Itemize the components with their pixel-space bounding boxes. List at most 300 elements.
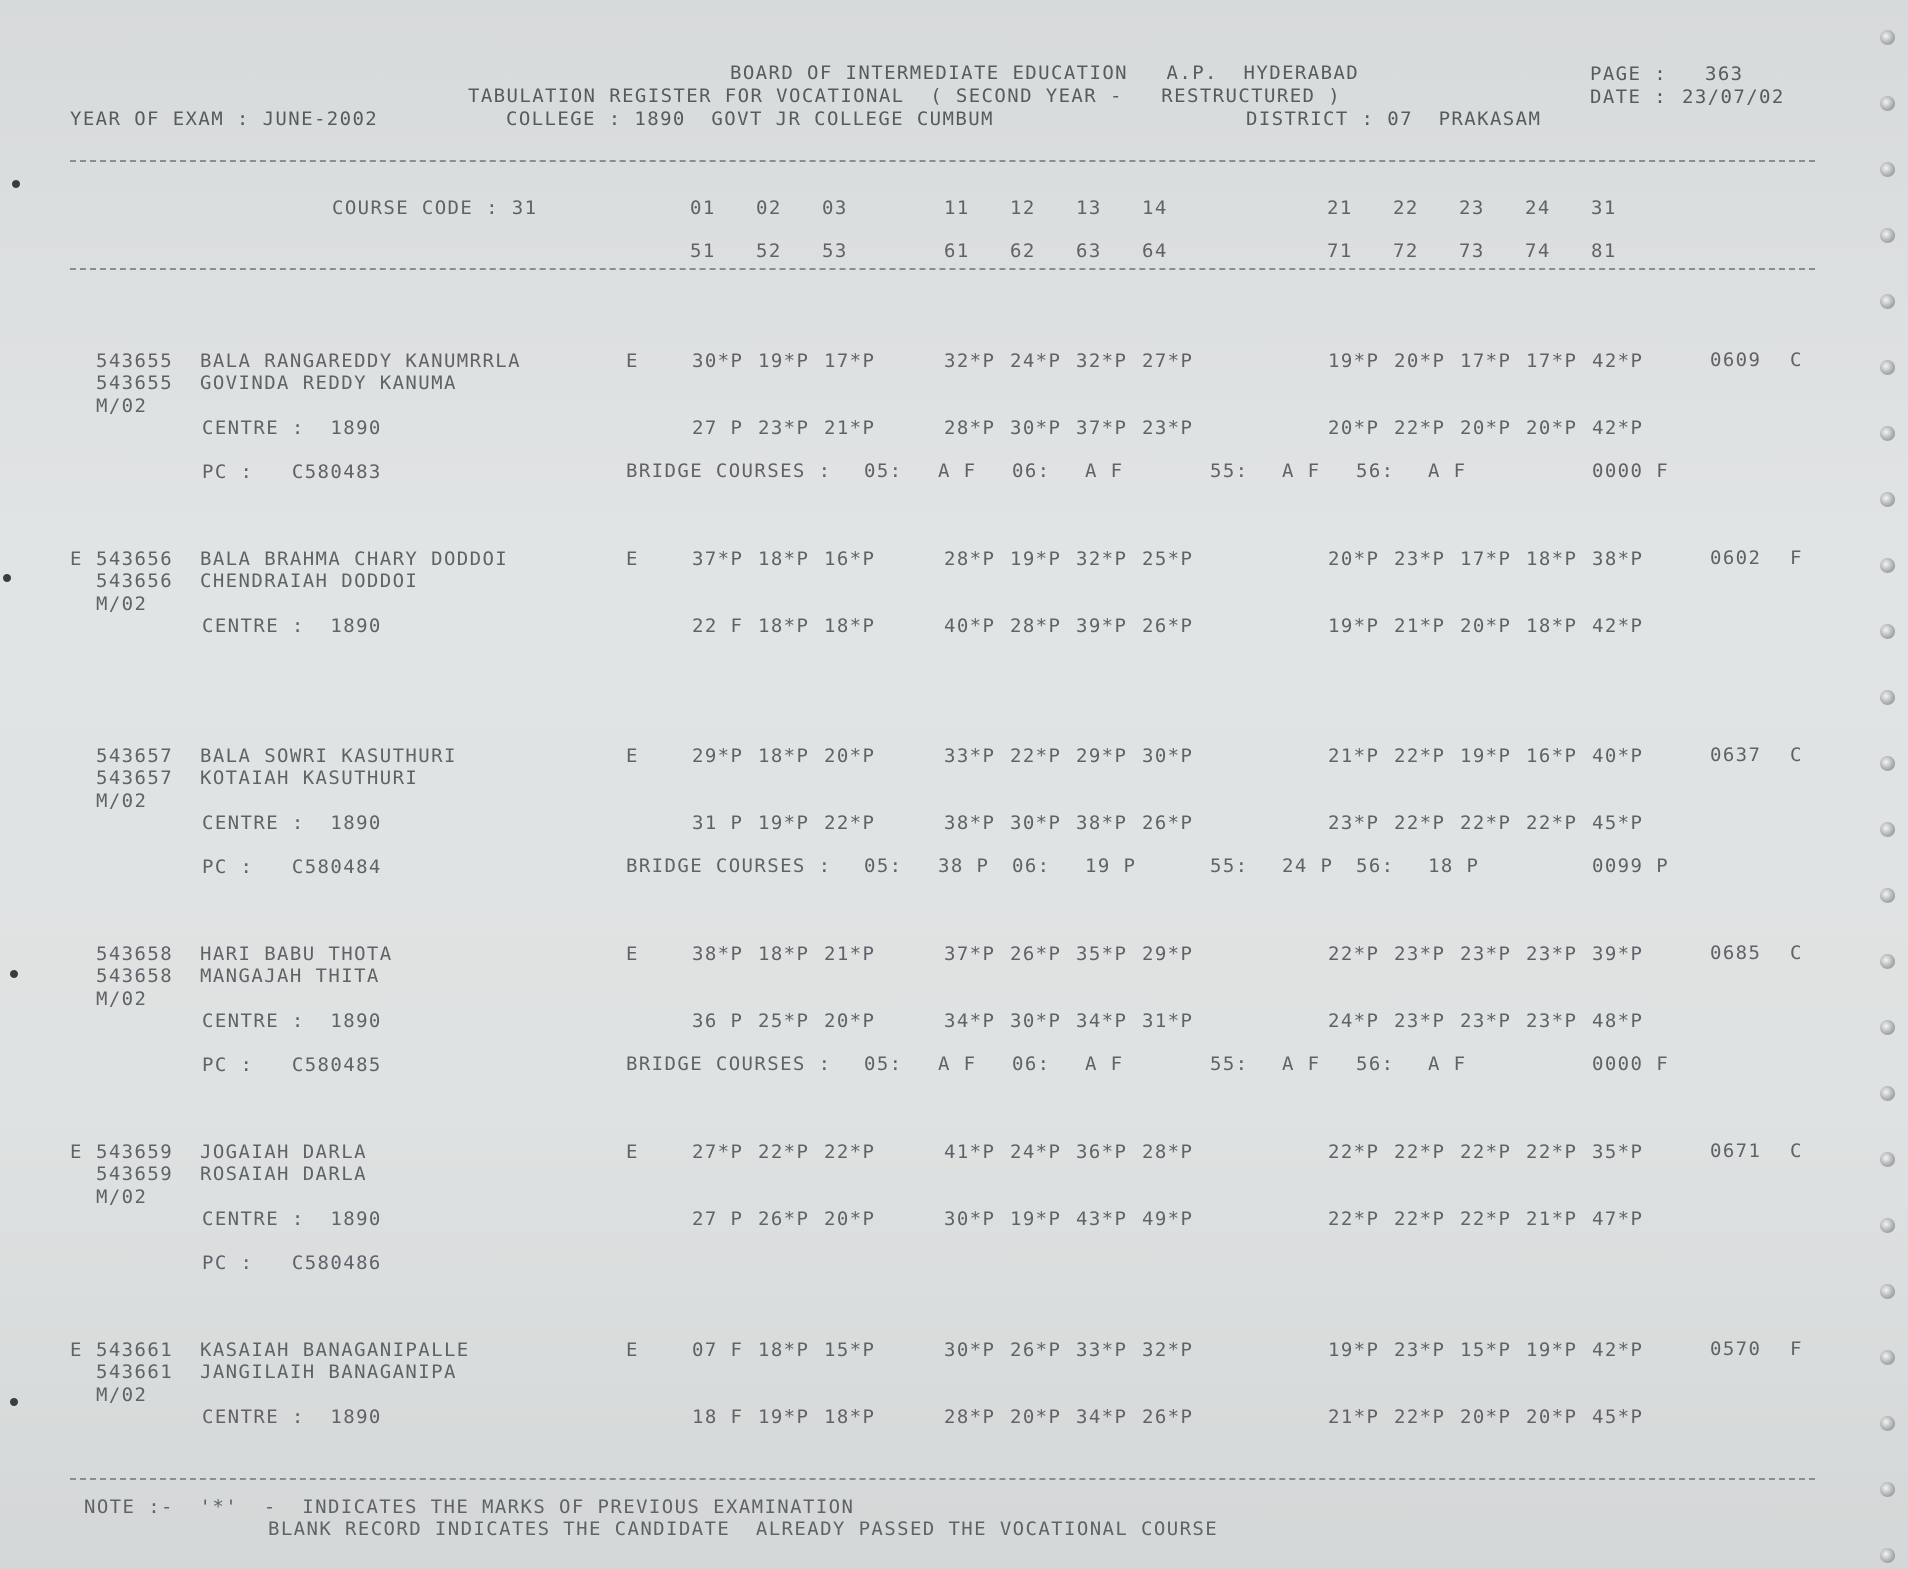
mark-cell: 27*P <box>692 1141 744 1163</box>
binder-hole <box>1880 1548 1895 1563</box>
mark-cell: 49*P <box>1142 1208 1194 1230</box>
mark-cell: 28*P <box>944 1406 996 1428</box>
hall-ticket-number-2: 543658 <box>96 965 174 987</box>
mark-cell: 29*P <box>1142 943 1194 965</box>
footer-rule <box>70 1478 1815 1480</box>
bridge-mark: A F <box>1428 1053 1467 1075</box>
father-name: GOVINDA REDDY KANUMA <box>200 372 457 394</box>
mark-cell: 18*P <box>758 943 810 965</box>
bridge-code: 56: <box>1356 855 1395 877</box>
bridge-code: 05: <box>864 1053 903 1075</box>
mark-cell: 48*P <box>1592 1010 1644 1032</box>
mark-cell: 20*P <box>1460 417 1512 439</box>
mark-cell: 20*P <box>824 1208 876 1230</box>
binder-hole <box>1880 162 1895 177</box>
candidate-name: KASAIAH BANAGANIPALLE <box>200 1339 470 1361</box>
mark-cell: 17*P <box>1460 350 1512 372</box>
father-name: CHENDRAIAH DODDOI <box>200 570 419 592</box>
course-code-col: 72 <box>1393 240 1419 262</box>
total-marks: 0609 <box>1710 349 1762 371</box>
binder-hole <box>1880 294 1895 309</box>
mark-cell: 27 P <box>692 417 744 439</box>
mark-cell: 28*P <box>944 417 996 439</box>
mark-cell: 26*P <box>1142 812 1194 834</box>
mark-cell: 36*P <box>1076 1141 1128 1163</box>
record-flag: E <box>70 548 83 570</box>
mark-cell: 18*P <box>758 745 810 767</box>
mark-cell: 19*P <box>1328 615 1380 637</box>
centre: CENTRE : 1890 <box>202 1208 382 1230</box>
mark-cell: 38*P <box>692 943 744 965</box>
header-rule-bottom <box>70 268 1815 270</box>
bridge-code: 56: <box>1356 1053 1395 1075</box>
mark-cell: 30*P <box>692 350 744 372</box>
mark-cell: 39*P <box>1076 615 1128 637</box>
mark-cell: 35*P <box>1592 1141 1644 1163</box>
edge-mark <box>12 180 20 188</box>
mark-cell: 21*P <box>1328 1406 1380 1428</box>
bridge-total: 0000 F <box>1592 460 1670 482</box>
binder-hole <box>1880 756 1895 771</box>
course-code-col: 21 <box>1327 197 1353 219</box>
bridge-mark: A F <box>1085 460 1124 482</box>
mark-cell: 19*P <box>1328 1339 1380 1361</box>
mark-cell: 37*P <box>944 943 996 965</box>
bridge-total: 0099 P <box>1592 855 1670 877</box>
mark-cell: 22*P <box>1460 1208 1512 1230</box>
course-code-col: 64 <box>1142 240 1168 262</box>
mark-cell: 18*P <box>824 615 876 637</box>
mark-cell: 23*P <box>1328 812 1380 834</box>
mark-cell: 19*P <box>758 1406 810 1428</box>
mark-cell: 23*P <box>1526 943 1578 965</box>
mark-cell: 40*P <box>1592 745 1644 767</box>
mark-cell: 07 F <box>692 1339 744 1361</box>
binder-hole <box>1880 624 1895 639</box>
binder-hole <box>1880 690 1895 705</box>
mark-cell: 20*P <box>824 745 876 767</box>
mark-cell: 38*P <box>1592 548 1644 570</box>
candidate-name: BALA SOWRI KASUTHURI <box>200 745 457 767</box>
mark-cell: 23*P <box>1526 1010 1578 1032</box>
course-code-col: 13 <box>1076 197 1102 219</box>
mark-cell: 42*P <box>1592 417 1644 439</box>
mark-cell: 22*P <box>1394 745 1446 767</box>
course-code-col: 71 <box>1327 240 1353 262</box>
mark-cell: 41*P <box>944 1141 996 1163</box>
mark-cell: 21*P <box>824 943 876 965</box>
edge-mark <box>10 970 18 978</box>
mark-cell: 19*P <box>1010 1208 1062 1230</box>
header-rule-top <box>70 160 1815 162</box>
course-code-col: 23 <box>1459 197 1485 219</box>
mark-cell: 32*P <box>944 350 996 372</box>
session: M/02 <box>96 1384 148 1406</box>
mark-cell: 26*P <box>1142 615 1194 637</box>
mark-cell: 17*P <box>824 350 876 372</box>
hall-ticket-number-2: 543661 <box>96 1361 174 1383</box>
course-code-col: 52 <box>756 240 782 262</box>
mark-cell: 23*P <box>1460 1010 1512 1032</box>
mark-cell: 34*P <box>944 1010 996 1032</box>
mark-cell: 23*P <box>1394 548 1446 570</box>
course-code-col: 02 <box>756 197 782 219</box>
binder-hole <box>1880 1350 1895 1365</box>
hall-ticket-number: 543661 <box>96 1339 174 1361</box>
mark-cell: 30*P <box>944 1339 996 1361</box>
candidate-name: HARI BABU THOTA <box>200 943 393 965</box>
mark-cell: 20*P <box>1460 1406 1512 1428</box>
mark-cell: 42*P <box>1592 615 1644 637</box>
bridge-mark: 24 P <box>1282 855 1334 877</box>
mark-cell: 30*P <box>1010 812 1062 834</box>
mark-cell: 26*P <box>1010 943 1062 965</box>
course-code-col: 22 <box>1393 197 1419 219</box>
course-code-col: 81 <box>1591 240 1617 262</box>
mark-cell: 42*P <box>1592 350 1644 372</box>
mark-cell: 22*P <box>1460 1141 1512 1163</box>
mark-cell: 28*P <box>1142 1141 1194 1163</box>
page-number: 363 <box>1705 63 1744 85</box>
father-name: MANGAJAH THITA <box>200 965 380 987</box>
mark-cell: 45*P <box>1592 1406 1644 1428</box>
course-code-col: 63 <box>1076 240 1102 262</box>
medium: E <box>626 350 639 372</box>
mark-cell: 16*P <box>1526 745 1578 767</box>
year-of-exam: YEAR OF EXAM : JUNE-2002 <box>70 108 379 130</box>
mark-cell: 16*P <box>824 548 876 570</box>
edge-mark <box>10 1398 18 1406</box>
edge-mark <box>3 574 11 582</box>
bridge-mark: A F <box>938 460 977 482</box>
mark-cell: 36 P <box>692 1010 744 1032</box>
total-marks: 0602 <box>1710 547 1762 569</box>
course-code-col: 61 <box>944 240 970 262</box>
result-code: C <box>1790 942 1803 964</box>
binder-hole <box>1880 1416 1895 1431</box>
hall-ticket-number: 543656 <box>96 548 174 570</box>
mark-cell: 20*P <box>824 1010 876 1032</box>
bridge-code: 06: <box>1012 1053 1051 1075</box>
course-code-col: 03 <box>822 197 848 219</box>
session: M/02 <box>96 988 148 1010</box>
mark-cell: 34*P <box>1076 1406 1128 1428</box>
mark-cell: 26*P <box>1142 1406 1194 1428</box>
record-flag: E <box>70 1141 83 1163</box>
mark-cell: 25*P <box>1142 548 1194 570</box>
mark-cell: 31*P <box>1142 1010 1194 1032</box>
course-code-col: 24 <box>1525 197 1551 219</box>
medium: E <box>626 943 639 965</box>
mark-cell: 23*P <box>1394 1010 1446 1032</box>
record-flag: E <box>70 1339 83 1361</box>
hall-ticket-number: 543657 <box>96 745 174 767</box>
bridge-code: 56: <box>1356 460 1395 482</box>
bridge-mark: 19 P <box>1085 855 1137 877</box>
binder-hole <box>1880 360 1895 375</box>
mark-cell: 23*P <box>1142 417 1194 439</box>
mark-cell: 20*P <box>1460 615 1512 637</box>
mark-cell: 19*P <box>1526 1339 1578 1361</box>
bridge-total: 0000 F <box>1592 1053 1670 1075</box>
result-code: C <box>1790 349 1803 371</box>
mark-cell: 43*P <box>1076 1208 1128 1230</box>
mark-cell: 30*P <box>1010 417 1062 439</box>
mark-cell: 30*P <box>944 1208 996 1230</box>
mark-cell: 35*P <box>1076 943 1128 965</box>
binder-hole <box>1880 1284 1895 1299</box>
bridge-code: 06: <box>1012 460 1051 482</box>
mark-cell: 33*P <box>944 745 996 767</box>
mark-cell: 22*P <box>1010 745 1062 767</box>
pc-number: PC : C580485 <box>202 1054 382 1076</box>
session: M/02 <box>96 790 148 812</box>
hall-ticket-number: 543659 <box>96 1141 174 1163</box>
mark-cell: 34*P <box>1076 1010 1128 1032</box>
centre: CENTRE : 1890 <box>202 1406 382 1428</box>
bridge-code: 55: <box>1210 855 1249 877</box>
result-code: C <box>1790 1140 1803 1162</box>
mark-cell: 21*P <box>1328 745 1380 767</box>
father-name: JANGILAIH BANAGANIPA <box>200 1361 457 1383</box>
candidate-name: BALA RANGAREDDY KANUMRRLA <box>200 350 521 372</box>
mark-cell: 22*P <box>1394 1141 1446 1163</box>
mark-cell: 20*P <box>1526 1406 1578 1428</box>
mark-cell: 22*P <box>1394 417 1446 439</box>
pc-number: PC : C580483 <box>202 461 382 483</box>
mark-cell: 24*P <box>1010 1141 1062 1163</box>
mark-cell: 23*P <box>1460 943 1512 965</box>
bridge-mark: A F <box>1282 460 1321 482</box>
mark-cell: 32*P <box>1076 350 1128 372</box>
mark-cell: 17*P <box>1526 350 1578 372</box>
binder-hole <box>1880 96 1895 111</box>
mark-cell: 33*P <box>1076 1339 1128 1361</box>
hall-ticket-number-2: 543656 <box>96 570 174 592</box>
bridge-code: 05: <box>864 855 903 877</box>
bridge-code: 06: <box>1012 855 1051 877</box>
mark-cell: 30*P <box>1142 745 1194 767</box>
bridge-mark: 18 P <box>1428 855 1480 877</box>
mark-cell: 26*P <box>1010 1339 1062 1361</box>
centre: CENTRE : 1890 <box>202 417 382 439</box>
centre: CENTRE : 1890 <box>202 1010 382 1032</box>
medium: E <box>626 1141 639 1163</box>
mark-cell: 19*P <box>758 350 810 372</box>
mark-cell: 30*P <box>1010 1010 1062 1032</box>
mark-cell: 23*P <box>1394 943 1446 965</box>
mark-cell: 22*P <box>1328 1208 1380 1230</box>
bridge-mark: A F <box>1085 1053 1124 1075</box>
binder-hole <box>1880 1152 1895 1167</box>
bridge-code: 05: <box>864 460 903 482</box>
bridge-mark: 38 P <box>938 855 990 877</box>
mark-cell: 18*P <box>824 1406 876 1428</box>
binder-hole <box>1880 30 1895 45</box>
mark-cell: 22*P <box>1328 943 1380 965</box>
mark-cell: 22*P <box>1460 812 1512 834</box>
total-marks: 0637 <box>1710 744 1762 766</box>
date-label: DATE : <box>1590 86 1668 108</box>
bridge-courses-label: BRIDGE COURSES : <box>626 855 832 877</box>
mark-cell: 27*P <box>1142 350 1194 372</box>
course-code-col: 62 <box>1010 240 1036 262</box>
mark-cell: 22*P <box>1394 1208 1446 1230</box>
hall-ticket-number: 543658 <box>96 943 174 965</box>
course-code-col: 14 <box>1142 197 1168 219</box>
course-code-col: 74 <box>1525 240 1551 262</box>
bridge-code: 55: <box>1210 460 1249 482</box>
mark-cell: 18*P <box>758 615 810 637</box>
mark-cell: 19*P <box>1460 745 1512 767</box>
mark-cell: 21*P <box>824 417 876 439</box>
pc-number: PC : C580486 <box>202 1252 382 1274</box>
date-value: 23/07/02 <box>1682 86 1785 108</box>
bridge-mark: A F <box>1428 460 1467 482</box>
mark-cell: 42*P <box>1592 1339 1644 1361</box>
binder-hole <box>1880 426 1895 441</box>
mark-cell: 31 P <box>692 812 744 834</box>
bridge-courses-label: BRIDGE COURSES : <box>626 1053 832 1075</box>
mark-cell: 22*P <box>758 1141 810 1163</box>
hall-ticket-number-2: 543657 <box>96 767 174 789</box>
course-code-col: 31 <box>1591 197 1617 219</box>
mark-cell: 24*P <box>1010 350 1062 372</box>
bridge-courses-label: BRIDGE COURSES : <box>626 460 832 482</box>
mark-cell: 47*P <box>1592 1208 1644 1230</box>
register-title: TABULATION REGISTER FOR VOCATIONAL ( SECOND YEAR - RESTRUCTURED ) <box>468 85 1342 107</box>
mark-cell: 22*P <box>1394 812 1446 834</box>
course-code-col: 11 <box>944 197 970 219</box>
mark-cell: 18*P <box>1526 615 1578 637</box>
course-code-col: 12 <box>1010 197 1036 219</box>
course-code: COURSE CODE : 31 <box>332 197 538 219</box>
bridge-code: 55: <box>1210 1053 1249 1075</box>
candidate-name: JOGAIAH DARLA <box>200 1141 367 1163</box>
total-marks: 0685 <box>1710 942 1762 964</box>
mark-cell: 20*P <box>1526 417 1578 439</box>
medium: E <box>626 745 639 767</box>
binder-hole <box>1880 1086 1895 1101</box>
hall-ticket-number-2: 543655 <box>96 372 174 394</box>
session: M/02 <box>96 593 148 615</box>
mark-cell: 22*P <box>1394 1406 1446 1428</box>
mark-cell: 22*P <box>824 812 876 834</box>
mark-cell: 19*P <box>1328 350 1380 372</box>
binder-hole <box>1880 954 1895 969</box>
binder-hole <box>1880 1218 1895 1233</box>
binder-hole <box>1880 558 1895 573</box>
course-code-col: 73 <box>1459 240 1485 262</box>
mark-cell: 19*P <box>758 812 810 834</box>
mark-cell: 38*P <box>944 812 996 834</box>
hall-ticket-number: 543655 <box>96 350 174 372</box>
district-info: DISTRICT : 07 PRAKASAM <box>1246 108 1542 130</box>
mark-cell: 25*P <box>758 1010 810 1032</box>
binder-hole <box>1880 1020 1895 1035</box>
mark-cell: 20*P <box>1328 548 1380 570</box>
candidate-name: BALA BRAHMA CHARY DODDOI <box>200 548 509 570</box>
mark-cell: 20*P <box>1010 1406 1062 1428</box>
mark-cell: 32*P <box>1142 1339 1194 1361</box>
mark-cell: 28*P <box>1010 615 1062 637</box>
mark-cell: 22 F <box>692 615 744 637</box>
mark-cell: 18*P <box>1526 548 1578 570</box>
total-marks: 0671 <box>1710 1140 1762 1162</box>
page-label: PAGE : <box>1590 63 1668 85</box>
board-title: BOARD OF INTERMEDIATE EDUCATION A.P. HYDERABAD <box>730 62 1360 84</box>
centre: CENTRE : 1890 <box>202 812 382 834</box>
session: M/02 <box>96 395 148 417</box>
mark-cell: 38*P <box>1076 812 1128 834</box>
result-code: C <box>1790 744 1803 766</box>
course-code-col: 01 <box>690 197 716 219</box>
course-code-col: 51 <box>690 240 716 262</box>
note-line-1: NOTE :- '*' - INDICATES THE MARKS OF PREVIOUS EXAMINATION <box>84 1496 855 1518</box>
binder-hole <box>1880 822 1895 837</box>
father-name: KOTAIAH KASUTHURI <box>200 767 419 789</box>
mark-cell: 22*P <box>824 1141 876 1163</box>
medium: E <box>626 548 639 570</box>
mark-cell: 19*P <box>1010 548 1062 570</box>
session: M/02 <box>96 1186 148 1208</box>
bridge-mark: A F <box>1282 1053 1321 1075</box>
mark-cell: 20*P <box>1394 350 1446 372</box>
binder-hole <box>1880 228 1895 243</box>
mark-cell: 22*P <box>1526 812 1578 834</box>
mark-cell: 18*P <box>758 1339 810 1361</box>
college-info: COLLEGE : 1890 GOVT JR COLLEGE CUMBUM <box>506 108 994 130</box>
mark-cell: 15*P <box>824 1339 876 1361</box>
mark-cell: 37*P <box>692 548 744 570</box>
mark-cell: 27 P <box>692 1208 744 1230</box>
result-code: F <box>1790 1338 1803 1360</box>
medium: E <box>626 1339 639 1361</box>
pc-number: PC : C580484 <box>202 856 382 878</box>
mark-cell: 45*P <box>1592 812 1644 834</box>
mark-cell: 22*P <box>1526 1141 1578 1163</box>
bridge-mark: A F <box>938 1053 977 1075</box>
mark-cell: 29*P <box>1076 745 1128 767</box>
mark-cell: 17*P <box>1460 548 1512 570</box>
binder-hole <box>1880 888 1895 903</box>
mark-cell: 39*P <box>1592 943 1644 965</box>
mark-cell: 23*P <box>1394 1339 1446 1361</box>
mark-cell: 28*P <box>944 548 996 570</box>
mark-cell: 24*P <box>1328 1010 1380 1032</box>
mark-cell: 23*P <box>758 417 810 439</box>
binder-hole <box>1880 1482 1895 1497</box>
mark-cell: 15*P <box>1460 1339 1512 1361</box>
course-code-col: 53 <box>822 240 848 262</box>
mark-cell: 22*P <box>1328 1141 1380 1163</box>
father-name: ROSAIAH DARLA <box>200 1163 367 1185</box>
mark-cell: 29*P <box>692 745 744 767</box>
mark-cell: 32*P <box>1076 548 1128 570</box>
mark-cell: 21*P <box>1526 1208 1578 1230</box>
result-code: F <box>1790 547 1803 569</box>
centre: CENTRE : 1890 <box>202 615 382 637</box>
hall-ticket-number-2: 543659 <box>96 1163 174 1185</box>
mark-cell: 20*P <box>1328 417 1380 439</box>
total-marks: 0570 <box>1710 1338 1762 1360</box>
binder-hole <box>1880 492 1895 507</box>
note-line-2: BLANK RECORD INDICATES THE CANDIDATE ALREADY PASSED THE VOCATIONAL COURSE <box>268 1518 1219 1540</box>
mark-cell: 21*P <box>1394 615 1446 637</box>
mark-cell: 26*P <box>758 1208 810 1230</box>
mark-cell: 18*P <box>758 548 810 570</box>
mark-cell: 37*P <box>1076 417 1128 439</box>
